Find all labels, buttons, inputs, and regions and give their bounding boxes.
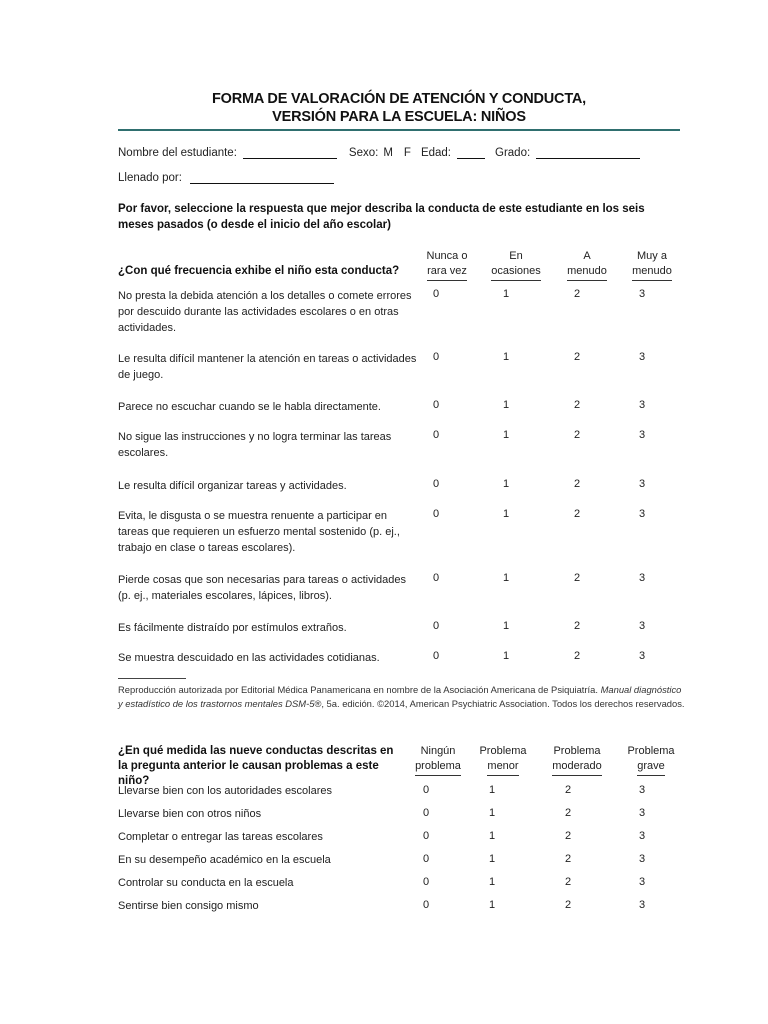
s2-score-option[interactable]: 0 <box>422 784 430 796</box>
section1-question: ¿Con qué frecuencia exhibe el niño esta conducta? <box>118 265 400 277</box>
s2-score-option[interactable]: 3 <box>638 807 646 819</box>
form-title-line2: VERSIÓN PARA LA ESCUELA: NIÑOS <box>272 109 526 125</box>
s1-item-text: Se muestra descuidado en las actividades cotidianas. <box>118 652 380 664</box>
sex-option-m[interactable]: M <box>383 147 393 159</box>
section2-question: ¿En qué medida las nueve conductas descritas en la pregunta anterior le causan problemas a este niño? <box>118 745 394 787</box>
student-name-field[interactable] <box>243 146 337 159</box>
s2-score-option[interactable]: 2 <box>564 899 572 911</box>
s1-score-option[interactable]: 2 <box>573 399 581 411</box>
s2-score-option[interactable]: 0 <box>422 876 430 888</box>
s1-score-option[interactable]: 2 <box>573 288 581 300</box>
s1-score-option[interactable]: 0 <box>432 429 440 441</box>
s1-score-option[interactable]: 2 <box>573 620 581 632</box>
s1-col-very-often: Muy a menudo <box>624 249 680 281</box>
filled-by-field[interactable] <box>190 171 334 184</box>
instructions: Por favor, seleccione la respuesta que mejor describa la conducta de este estudiante en los seis meses pasados (o desde el inicio del año escolar) <box>118 203 645 231</box>
s2-col-moderate: Problema moderado <box>542 744 612 776</box>
s1-score-option[interactable]: 2 <box>573 508 581 520</box>
s1-item-text: Pierde cosas que son necesarias para tareas o actividades (p. ej., materiales escolares, lápices, libros). <box>118 574 407 602</box>
s2-score-option[interactable]: 2 <box>564 876 572 888</box>
s1-score-option[interactable]: 2 <box>573 650 581 662</box>
s1-item-text: No presta la debida atención a los detalles o comete errores por descuido durante las actividades escolares o en otras actividades. <box>118 290 412 334</box>
s1-score-option[interactable]: 0 <box>432 572 440 584</box>
s2-score-option[interactable]: 1 <box>488 784 496 796</box>
s1-score-option[interactable]: 0 <box>432 508 440 520</box>
grade-field[interactable] <box>536 146 640 159</box>
s1-score-option[interactable]: 2 <box>573 478 581 490</box>
student-info-row <box>118 146 640 159</box>
form-title-line1: FORMA DE VALORACIÓN DE ATENCIÓN Y CONDUCTA, <box>211 91 587 107</box>
s1-score-option[interactable]: 1 <box>502 508 510 520</box>
s2-score-option[interactable]: 2 <box>564 784 572 796</box>
s1-score-option[interactable]: 0 <box>432 650 440 662</box>
sex-option-f[interactable]: F <box>403 147 411 159</box>
s1-score-option[interactable]: 3 <box>638 351 646 363</box>
s1-item-text: No sigue las instrucciones y no logra terminar las tareas escolares. <box>118 431 392 459</box>
s2-item-text: Llevarse bien con los autoridades escolares <box>118 785 333 797</box>
s2-col-minor: Problema menor <box>472 744 534 776</box>
s1-item-text: Es fácilmente distraído por estímulos extraños. <box>118 622 347 634</box>
s2-score-option[interactable]: 1 <box>488 807 496 819</box>
title-divider <box>118 129 680 131</box>
s2-score-option[interactable]: 1 <box>488 876 496 888</box>
s1-score-option[interactable]: 3 <box>638 620 646 632</box>
s1-score-option[interactable]: 1 <box>502 288 510 300</box>
s2-score-option[interactable]: 3 <box>638 853 646 865</box>
s2-score-option[interactable]: 0 <box>422 899 430 911</box>
s1-col-often: A menudo <box>560 249 614 281</box>
s1-item-text: Evita, le disgusta o se muestra renuente a participar en tareas que requieren un esfuerzo mental sostenido (p. ej., trabajo en clase o tareas escolares). <box>118 510 400 554</box>
s2-score-option[interactable]: 0 <box>422 853 430 865</box>
s2-score-option[interactable]: 3 <box>638 876 646 888</box>
s2-score-option[interactable]: 0 <box>422 830 430 842</box>
s1-col-occasionally: En ocasiones <box>484 249 548 281</box>
s1-score-option[interactable]: 1 <box>502 650 510 662</box>
s1-score-option[interactable]: 0 <box>432 351 440 363</box>
s2-score-option[interactable]: 2 <box>564 830 572 842</box>
s1-score-option[interactable]: 1 <box>502 399 510 411</box>
s1-score-option[interactable]: 3 <box>638 478 646 490</box>
s1-score-option[interactable]: 3 <box>638 572 646 584</box>
s1-score-option[interactable]: 3 <box>638 429 646 441</box>
s2-col-none: Ningún problema <box>406 744 470 776</box>
s2-score-option[interactable]: 3 <box>638 899 646 911</box>
s2-score-option[interactable]: 3 <box>638 830 646 842</box>
grade-label: Grado: <box>495 147 531 159</box>
s2-item-text: En su desempeño académico en la escuela <box>118 854 331 866</box>
s2-score-option[interactable]: 1 <box>488 830 496 842</box>
copyright-credit: Reproducción autorizada por Editorial Médica Panamericana en nombre de la Asociación Americana de Psiquiatría. Manual diagnóstico y estadístico de los trastornos mentales DSM-5®, 5a. edición. ©2014, American Psychiatric Association. Todos los derechos reservados. <box>118 684 685 709</box>
s1-score-option[interactable]: 2 <box>573 572 581 584</box>
s1-score-option[interactable]: 3 <box>638 288 646 300</box>
s1-score-option[interactable]: 3 <box>638 508 646 520</box>
s2-score-option[interactable]: 1 <box>488 899 496 911</box>
s2-score-option[interactable]: 2 <box>564 853 572 865</box>
form-title <box>118 90 680 126</box>
age-label: Edad: <box>420 147 452 159</box>
s1-score-option[interactable]: 1 <box>502 351 510 363</box>
s1-item-text: Le resulta difícil mantener la atención en tareas o actividades de juego. <box>118 353 417 381</box>
s2-item-text: Controlar su conducta en la escuela <box>118 877 294 889</box>
s2-score-option[interactable]: 0 <box>422 807 430 819</box>
s2-item-text: Llevarse bien con otros niños <box>118 808 262 820</box>
s1-score-option[interactable]: 0 <box>432 399 440 411</box>
s1-score-option[interactable]: 1 <box>502 572 510 584</box>
s1-item-text: Parece no escuchar cuando se le habla directamente. <box>118 401 381 413</box>
s1-score-option[interactable]: 0 <box>432 288 440 300</box>
s2-score-option[interactable]: 1 <box>488 853 496 865</box>
footnote-rule <box>118 678 186 679</box>
s1-score-option[interactable]: 3 <box>638 399 646 411</box>
s1-score-option[interactable]: 2 <box>573 429 581 441</box>
filled-by-label: Llenado por: <box>118 172 182 184</box>
s1-score-option[interactable]: 2 <box>573 351 581 363</box>
s2-score-option[interactable]: 3 <box>638 784 646 796</box>
s2-col-severe: Problema grave <box>620 744 682 776</box>
student-name-label: Nombre del estudiante: <box>118 147 237 159</box>
age-field[interactable] <box>457 146 485 159</box>
s1-score-option[interactable]: 1 <box>502 620 510 632</box>
sex-label: Sexo: <box>348 147 379 159</box>
s1-item-text: Le resulta difícil organizar tareas y actividades. <box>118 480 347 492</box>
s2-item-text: Completar o entregar las tareas escolares <box>118 831 323 843</box>
s1-score-option[interactable]: 1 <box>502 478 510 490</box>
s1-score-option[interactable]: 0 <box>432 620 440 632</box>
s1-score-option[interactable]: 0 <box>432 478 440 490</box>
s1-col-never: Nunca o rara vez <box>420 249 474 281</box>
s1-score-option[interactable]: 1 <box>502 429 510 441</box>
filled-by-row <box>118 171 334 184</box>
s2-item-text: Sentirse bien consigo mismo <box>118 900 259 912</box>
s2-score-option[interactable]: 2 <box>564 807 572 819</box>
s1-score-option[interactable]: 3 <box>638 650 646 662</box>
